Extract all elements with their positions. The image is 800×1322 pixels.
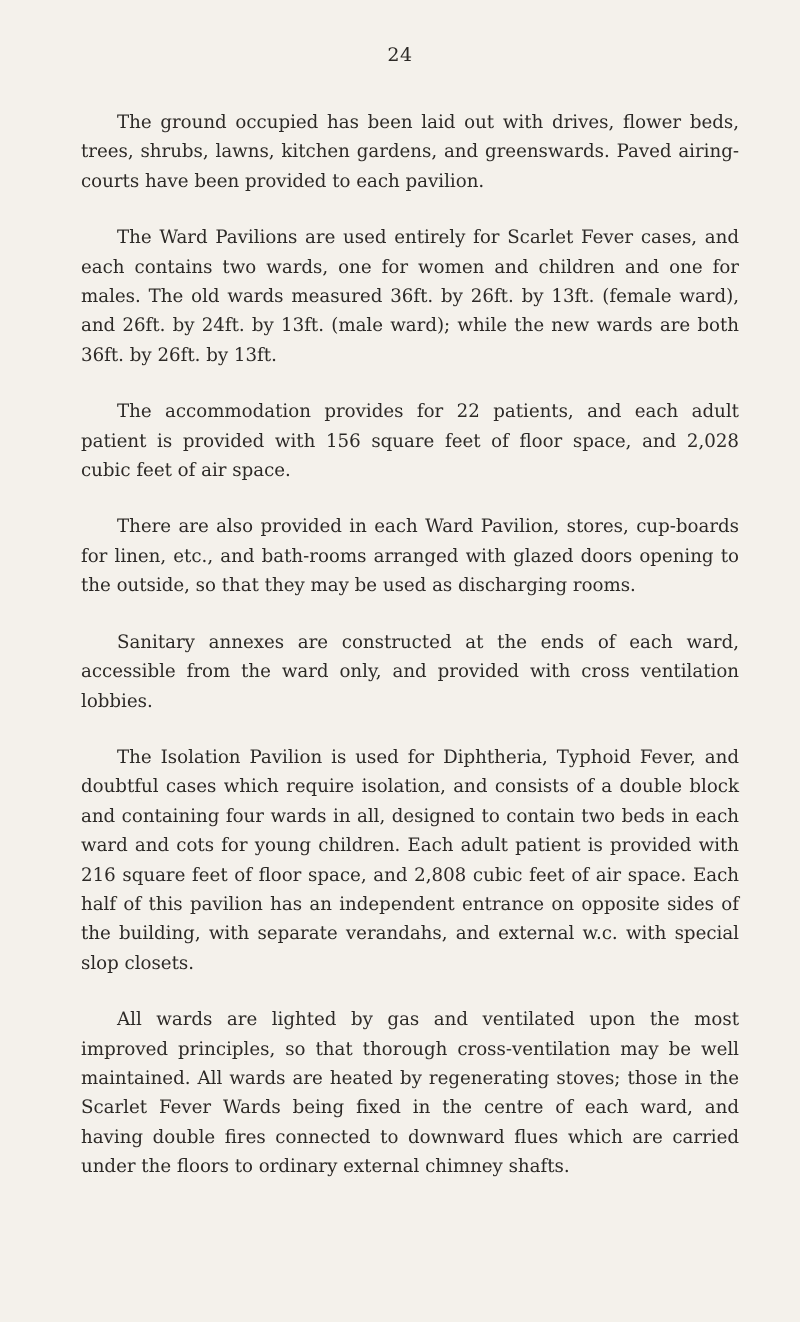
paragraph-grounds: The ground occupied has been laid out with drives, flower beds, trees, shrubs, lawns, kitchen gardens, and greenswards. Paved airing-courts have been provided to each pavilion. bbox=[81, 112, 739, 192]
page-number: 24 bbox=[387, 44, 413, 66]
paragraph-accommodation: The accommodation provides for 22 patients, and each adult patient is provided with 156 square feet of floor space, and 2,028 cubic feet of air space. bbox=[81, 401, 739, 482]
paragraph-isolation-pavilion: The Isolation Pavilion is used for Diphtheria, Typhoid Fever, and doubtful cases which require isolation, and consists of a double block and containing four wards in all, designed to contain two beds in each ward and cots for young children. Each adult patient is provided with 216 square feet of floor space, and 2,808 cubic feet of air space. Each half of this pavilion has an independent entrance on opposite sides of the building, with separate verandahs, and external w.c. with special slop closets. bbox=[81, 746, 739, 974]
paragraph-sanitary-annexes: Sanitary annexes are constructed at the ends of each ward, accessible from the ward only, and provided with cross ventilation lobbies. bbox=[81, 631, 739, 712]
paragraph-stores: There are also provided in each Ward Pavilion, stores, cup-boards for linen, etc., and bath-rooms arranged with glazed doors opening to the outside, so that they may be used as discharging rooms. bbox=[81, 516, 739, 597]
paragraph-lighting-heating: All wards are lighted by gas and ventilated upon the most improved principles, so that thorough cross-ventilation may be well maintained. All wards are heated by regenerating stoves; those in the Scarlet Fever Wards being fixed in the centre of each ward, and having double fires connected to downward flues which are carried under the floors to ordinary external chimney shafts. bbox=[81, 1009, 739, 1178]
body-text bbox=[81, 108, 739, 1209]
paragraph-ward-pavilions: The Ward Pavilions are used entirely for Scarlet Fever cases, and each contains two wards, one for women and children and one for males. The old wards measured 36ft. by 26ft. by 13ft. (female ward), and 26ft. by 24ft. by 13ft. (male ward); while the new wards are both 36ft. by 26ft. by 13ft. bbox=[81, 227, 739, 366]
